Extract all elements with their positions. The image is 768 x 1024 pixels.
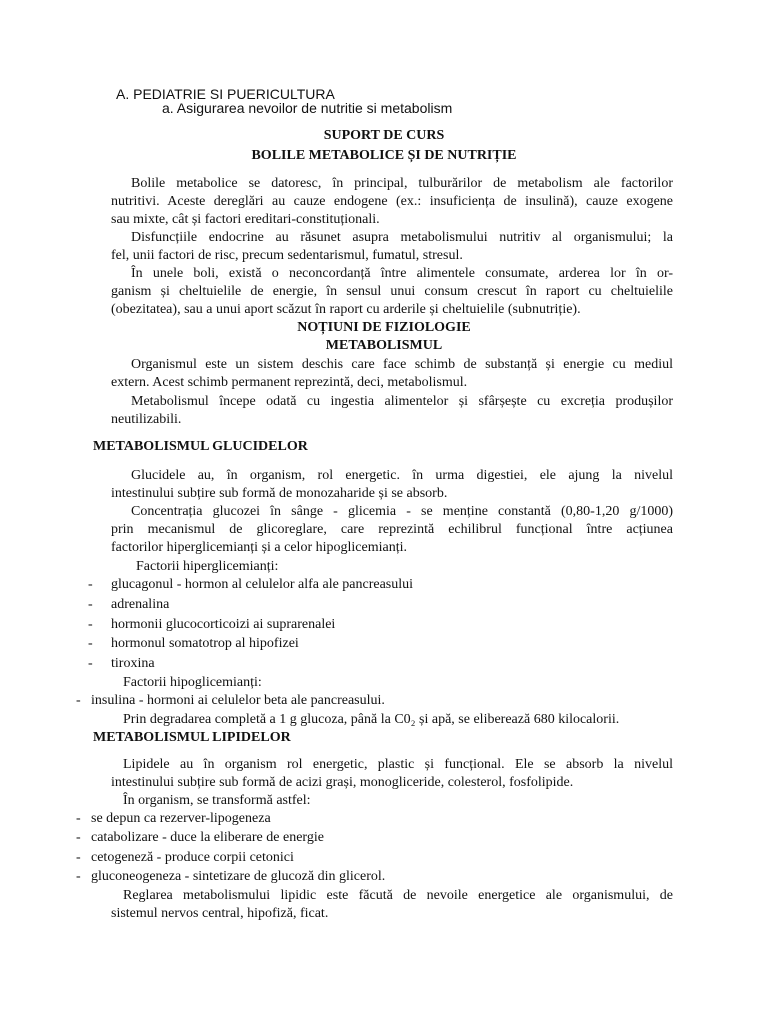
lip-reg-line: sistemul nervos central, hipofiză, ficat.	[111, 906, 329, 921]
list-item: gluconeogeneza - sintetizare de glucoză din glicerol.	[91, 869, 386, 884]
gluc-line: Glucidele au, în organism, rol energetic. în urma digestiei, ele ajung la nivelul	[131, 468, 673, 483]
section-metabolismul-glucidelor: METABOLISMUL GLUCIDELOR	[93, 439, 308, 454]
lip-label: În organism, se transformă astfel:	[123, 793, 311, 808]
list-dash: -	[76, 850, 81, 865]
list-dash: -	[88, 597, 93, 612]
list-dash: -	[76, 693, 81, 708]
list-dash: -	[76, 811, 81, 826]
intro-line: În unele boli, există o neconcordanță între alimentele consumate, arderea lor în or-	[131, 266, 673, 281]
metab-line: neutilizabili.	[111, 412, 182, 427]
intro-line: fel, unii factori de risc, precum sedentarismul, fumatul, stresul.	[111, 248, 463, 263]
title-bolile-metabolice: BOLILE METABOLICE ȘI DE NUTRIȚIE	[251, 148, 517, 163]
lip-line: intestinului subțire sub formă de acizi grași, monogliceride, colesterol, fosfolipide.	[111, 775, 574, 790]
intro-line: ganism și cheltuielile de energie, în sensul unui consum crescut în raport cu cheltuielile	[111, 284, 673, 299]
list-item: se depun ca rezerver-lipogeneza	[91, 811, 271, 826]
gluc-line: intestinului subțire sub formă de monozaharide și se absorb.	[111, 486, 448, 501]
list-dash: -	[76, 869, 81, 884]
intro-line: sau mixte, cât și factori ereditari-constituționali.	[111, 212, 380, 227]
list-item: adrenalina	[111, 597, 170, 612]
gluc-line: factorilor hiperglicemianți și a celor hipoglicemianți.	[111, 540, 407, 555]
metab-line: Metabolismul începe odată cu ingestia alimentelor și sfârșește cu excreția produșilor	[131, 394, 673, 409]
title-metabolismul: METABOLISMUL	[325, 338, 443, 353]
metab-line: Organismul este un sistem deschis care face schimb de substanță și energie cu mediul	[131, 357, 673, 372]
list-item: insulina - hormoni ai celulelor beta ale pancreasului.	[91, 693, 385, 708]
list-dash: -	[88, 617, 93, 632]
section-metabolismul-lipidelor: METABOLISMUL LIPIDELOR	[93, 730, 291, 745]
lip-reg-line: Reglarea metabolismului lipidic este făcută de nevoile energetice ale organismului, de	[123, 888, 673, 903]
intro-line: Disfuncțiile endocrine au răsunet asupra metabolismului nutritiv al organismului; la	[131, 230, 673, 245]
gluc-degradation-text: Prin degradarea completă a 1 g glucoza, până la C0₂ și apă, se eliberează 680 kilocalorii.	[123, 712, 620, 727]
list-dash: -	[88, 636, 93, 651]
heading-nutritie: a. Asigurarea nevoilor de nutritie si metabolism	[162, 100, 453, 116]
lip-line: Lipidele au în organism rol energetic, plastic și funcțional. Ele se absorb la nivelul	[123, 757, 673, 772]
intro-line: nutritivi. Aceste dereglări au cauze endogene (ex.: insuficiența de insulină), cauze exogene	[111, 194, 673, 209]
list-item: tiroxina	[111, 656, 155, 671]
list-dash: -	[76, 830, 81, 845]
list-dash: -	[88, 577, 93, 592]
gluc-line: Concentrația glucozei în sânge - glicemia - se menține constantă (0,80-1,20 g/1000)	[131, 504, 673, 519]
list-item: hormonii glucocorticoizi ai suprarenalei	[111, 617, 336, 632]
gluc-line: prin mecanismul de glicoreglare, care reprezintă echilibrul funcțional între acțiunea	[111, 522, 673, 537]
intro-line: (obezitatea), sau a unui aport scăzut în raport cu arderile și cheltuielile (subnutriție).	[111, 302, 581, 317]
list-item: catabolizare - duce la eliberare de energie	[91, 830, 324, 845]
list-item: hormonul somatotrop al hipofizei	[111, 636, 299, 651]
list-item: glucagonul - hormon al celulelor alfa ale pancreasului	[111, 577, 414, 592]
intro-line: Bolile metabolice se datoresc, în principal, tulburărilor de metabolism ale factorilor	[131, 176, 673, 191]
heading-pediatrie: A. PEDIATRIE SI PUERICULTURA	[116, 86, 335, 102]
hypo-label: Factorii hipoglicemianți:	[123, 675, 262, 690]
title-notiuni-de-fiziologie: NOȚIUNI DE FIZIOLOGIE	[297, 320, 471, 335]
title-suport-de-curs: SUPORT DE CURS	[323, 128, 445, 143]
hyper-label: Factorii hiperglicemianți:	[136, 559, 279, 574]
list-dash: -	[88, 656, 93, 671]
metab-line: extern. Acest schimb permanent reprezintă, deci, metabolismul.	[111, 375, 468, 390]
list-item: cetogeneză - produce corpii cetonici	[91, 850, 294, 865]
